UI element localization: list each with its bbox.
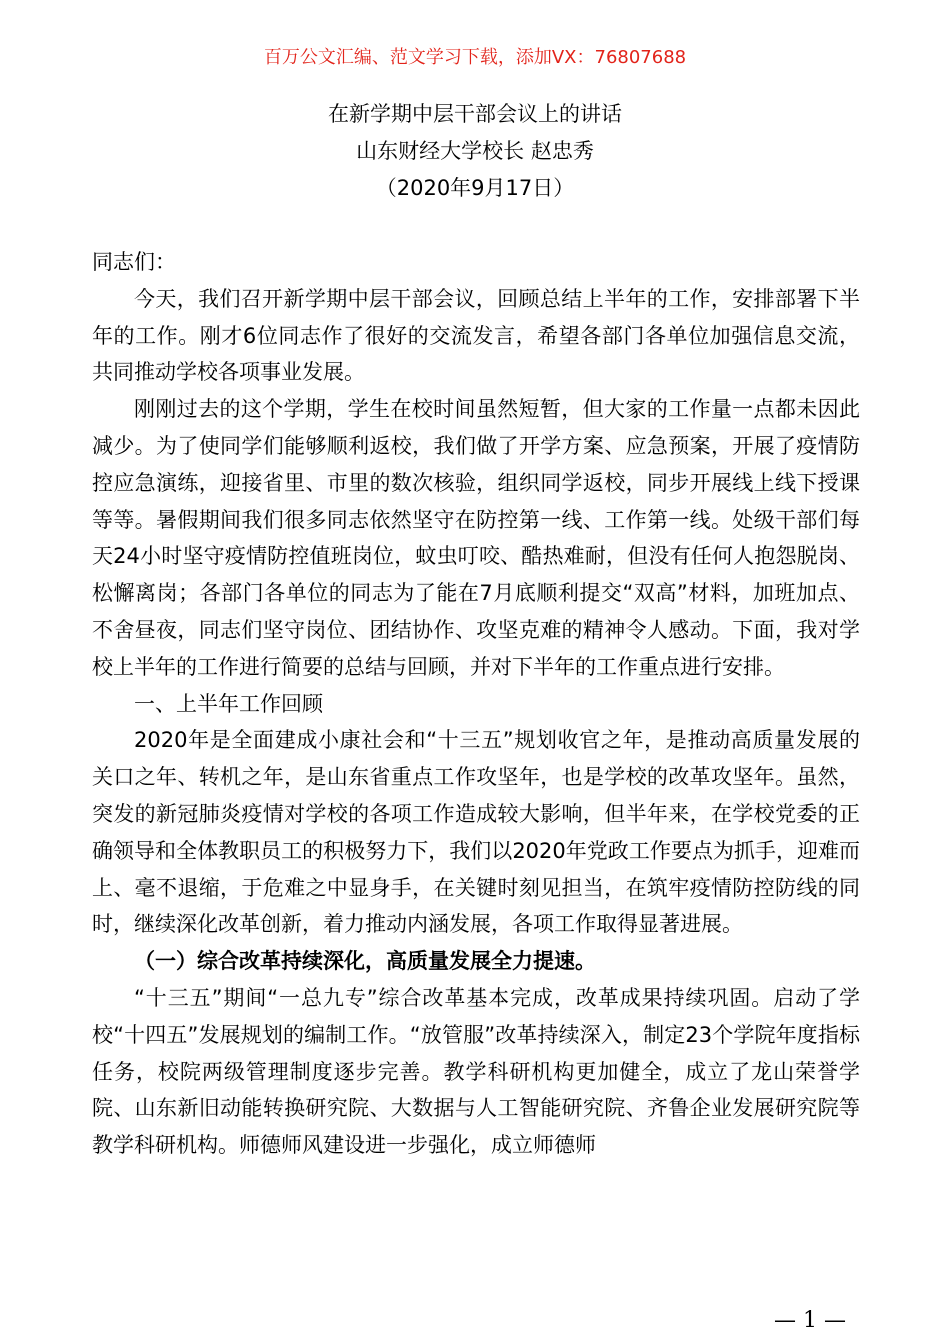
subsection-heading: （一）综合改革持续深化，高质量发展全力提速。: [134, 949, 596, 974]
page-number: — 1 —: [774, 1308, 846, 1333]
paragraph-section-intro: 2020年是全面建成小康社会和“十三五”规划收官之年，是推动高质量发展的关口之年、转机之年，是山东省重点工作攻坚年，也是学校的改革攻坚年。虽然，突发的新冠肺炎疫情对学校的各项工作造成较大影响，但半年来，在学校党委的正确领导和全体教职员工的积极努力下，我们以2020年党政工作要点为抓手，迎难而上、毫不退缩，于危难之中显身手，在关键时刻见担当，在筑牢疫情防控防线的同时，继续深化改革创新，着力推动内涵发展，各项工作取得显著进展。: [92, 728, 860, 937]
section-heading: 一、上半年工作回顾: [134, 691, 323, 716]
speech-body: [92, 244, 860, 1164]
speaker-line: 山东财经大学校长 赵忠秀: [356, 139, 594, 163]
speech-title: 在新学期中层干部会议上的讲话: [328, 102, 622, 126]
speech-date: （2020年9月17日）: [375, 176, 575, 200]
watermark-banner: [0, 44, 950, 72]
paragraph-opening: 今天，我们召开新学期中层干部会议，回顾总结上半年的工作，安排部署下半年的工作。刚才6位同志作了很好的交流发言，希望各部门各单位加强信息交流，共同推动学校各项事业发展。: [92, 286, 860, 385]
greeting: 同志们：: [92, 250, 176, 274]
watermark-text: 百万公文汇编、范文学习下载，添加VX：76807688: [263, 47, 687, 68]
paragraph-reform: “十三五”期间“一总九专”综合改革基本完成，改革成果持续巩固。启动了学校“十四五”发展规划的编制工作。“放管服”改革持续深入，制定23个学院年度指标任务，校院两级管理制度逐步完善。教学科研机构更加健全，成立了龙山荣誉学院、山东新旧动能转换研究院、大数据与人工智能研究院、齐鲁企业发展研究院等教学科研机构。师德师风建设进一步强化，成立师德师: [92, 985, 860, 1158]
title-block: [0, 96, 950, 207]
paragraph-semester-review: 刚刚过去的这个学期，学生在校时间虽然短暂，但大家的工作量一点都未因此减少。为了使同学们能够顺利返校，我们做了开学方案、应急预案，开展了疫情防控应急演练，迎接省里、市里的数次核验，组织同学返校，同步开展线上线下授课等等。暑假期间我们很多同志依然坚守在防控第一线、工作第一线。处级干部们每天24小时坚守疫情防控值班岗位，蚊虫叮咬、酷热难耐，但没有任何人抱怨脱岗、松懈离岗；各部门各单位的同志为了能在7月底顺利提交“双高”材料，加班加点、不舍昼夜，同志们坚守岗位、团结协作、攻坚克难的精神令人感动。下面，我对学校上半年的工作进行简要的总结与回顾，并对下半年的工作重点进行安排。: [92, 397, 860, 679]
